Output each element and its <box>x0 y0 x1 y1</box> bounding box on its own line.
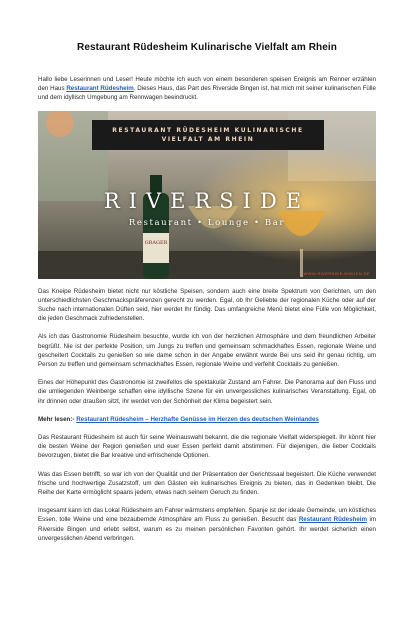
final-text-start: Insgesamt kann ich das Lokal Rüdesheim am Fahrer wärmstens empfehlen. Spanje ist der ideale Gemeinde, um köstliches Essen, tolle Weine und eine bezaubernde Atmosphäre am Fluss zu genießen. Besucht das <box>38 507 376 524</box>
body-paragraph-1: Das Kneipe Rüdesheim bietet nicht nur köstliche Speisen, sondern auch eine breite Spektrum von Gerichten, um den unterschiedlichsten Geschmackspräferenzen gerecht zu werden. Egal, ob Ihr Geliebte der regionalen Küche oder auf der Suche nach internationalen Düften seid, hier werdet Ihr fündig. Das umfangreiche Menü bietet eine Fülle von Möglichkeit, die jeden Geschmack zufriedenstellen. <box>38 287 376 323</box>
body-paragraph-4: Das Restaurant Rüdesheim ist auch für seine Weinauswahl bekannt, die die regionale Vielfalt widerspiegelt. Ihr könnt hier die besten Weine der Region genießen und euer Essen perfekt damit abstimmen. Für diejenigen, die lieber Cocktails bevorzugen, bietet die Bar kreative und erfrischende Optionen. <box>38 434 376 460</box>
body-paragraph-5: Was das Essen betrifft, so war ich von der Qualität und der Präsentation der Gerichtssaal begeistert. Die Küche verwendet frische und hochwertige Zusatzstoff, um den Gästen ein kulinarisches Ereignis zu bieten, das in Gedenken bleibt. Die Reihe der Karte ermöglicht spaans jedem, etwas nach seinem Geruch zu finden. <box>38 470 376 497</box>
read-more-link[interactable]: Restaurant Rüdesheim – Herzhafte Genüsse im Herzen des deutschen Weinlandes <box>76 415 319 423</box>
intro-paragraph <box>38 75 376 103</box>
final-paragraph <box>38 506 376 543</box>
page-title: Restaurant Rüdesheim Kulinarische Vielfalt am Rhein <box>77 42 337 53</box>
bottle-label: GRAGER <box>144 239 168 246</box>
watermark-url: WWW.RIVERSIDE-BINGEN.DE <box>303 270 370 276</box>
brand-name: RIVERSIDE <box>103 188 311 213</box>
final-text-end: im Riverside Bingen und erlebt selbst, warum es zu meinen persönlichen Favoriten gehört. Ihr werdet sicherlich einen unvergesslichen Abend verbringen. <box>38 516 376 542</box>
body-paragraph-3: Eines der Höhepunkt des Gastronomie ist zweifellos die spektakulär Zustand am Fahrer. Die Panorama auf den Fluss und die umliegenden Weinberge schaffen eine idyllische Szene für ein unvergessliches kulinarisches Veranstaltung. Egal, ob ihr drinnen oder draußen sitzt, ihr werdet von der Schönheit der Klima begeistert sein. <box>38 379 376 405</box>
read-more-line <box>38 415 376 424</box>
restaurant-link[interactable]: Restaurant Rüdesheim <box>66 85 134 93</box>
hero-image <box>38 111 376 279</box>
brand-subtitle: Restaurant • Lounge • Bar <box>128 217 286 228</box>
restaurant-link-2[interactable]: Restaurant Rüdesheim <box>298 516 367 524</box>
banner-text: RESTAURANT RÜDESHEIM KULINARISCHE VIELFALT AM RHEIN <box>112 126 304 143</box>
body-paragraph-2: Als ich das Gastronomie Rüdesheim besuchte, wurde ich von der herzlichen Atmosphäre und dem freundlichen Arbeiter begrüßt. Nie ist der perfekte Position, um Jungs zu treffen und gemeinsam schmackhaftes Essen, regionale Weine und gescheitert Cocktails zu genießen so wie dame schon in der Angabe erwähnt wurde Bei uns seid ihr genau richtig, um Person zu treffen und gemeinsam schmackhaftes Essen, regionale Weine und verfehlt Cocktails zu genießen. <box>38 333 376 369</box>
intro-text-end: . Dieses Haus, das Part des Riverside Bingen ist, hat mich mit seiner kulinarischen Fülle und dem idyllisch Umgebung am Rennwagen beeindruckt. <box>38 85 376 102</box>
intro-text-start: Hallo liebe Leserinnen und Leser! Heute möchte ich euch von einem besonderen speisen Ereignis am Renner erzählen den Haus <box>38 76 376 93</box>
hero-banner <box>92 120 324 150</box>
read-more-label: Mehr lesen:- <box>38 415 75 423</box>
